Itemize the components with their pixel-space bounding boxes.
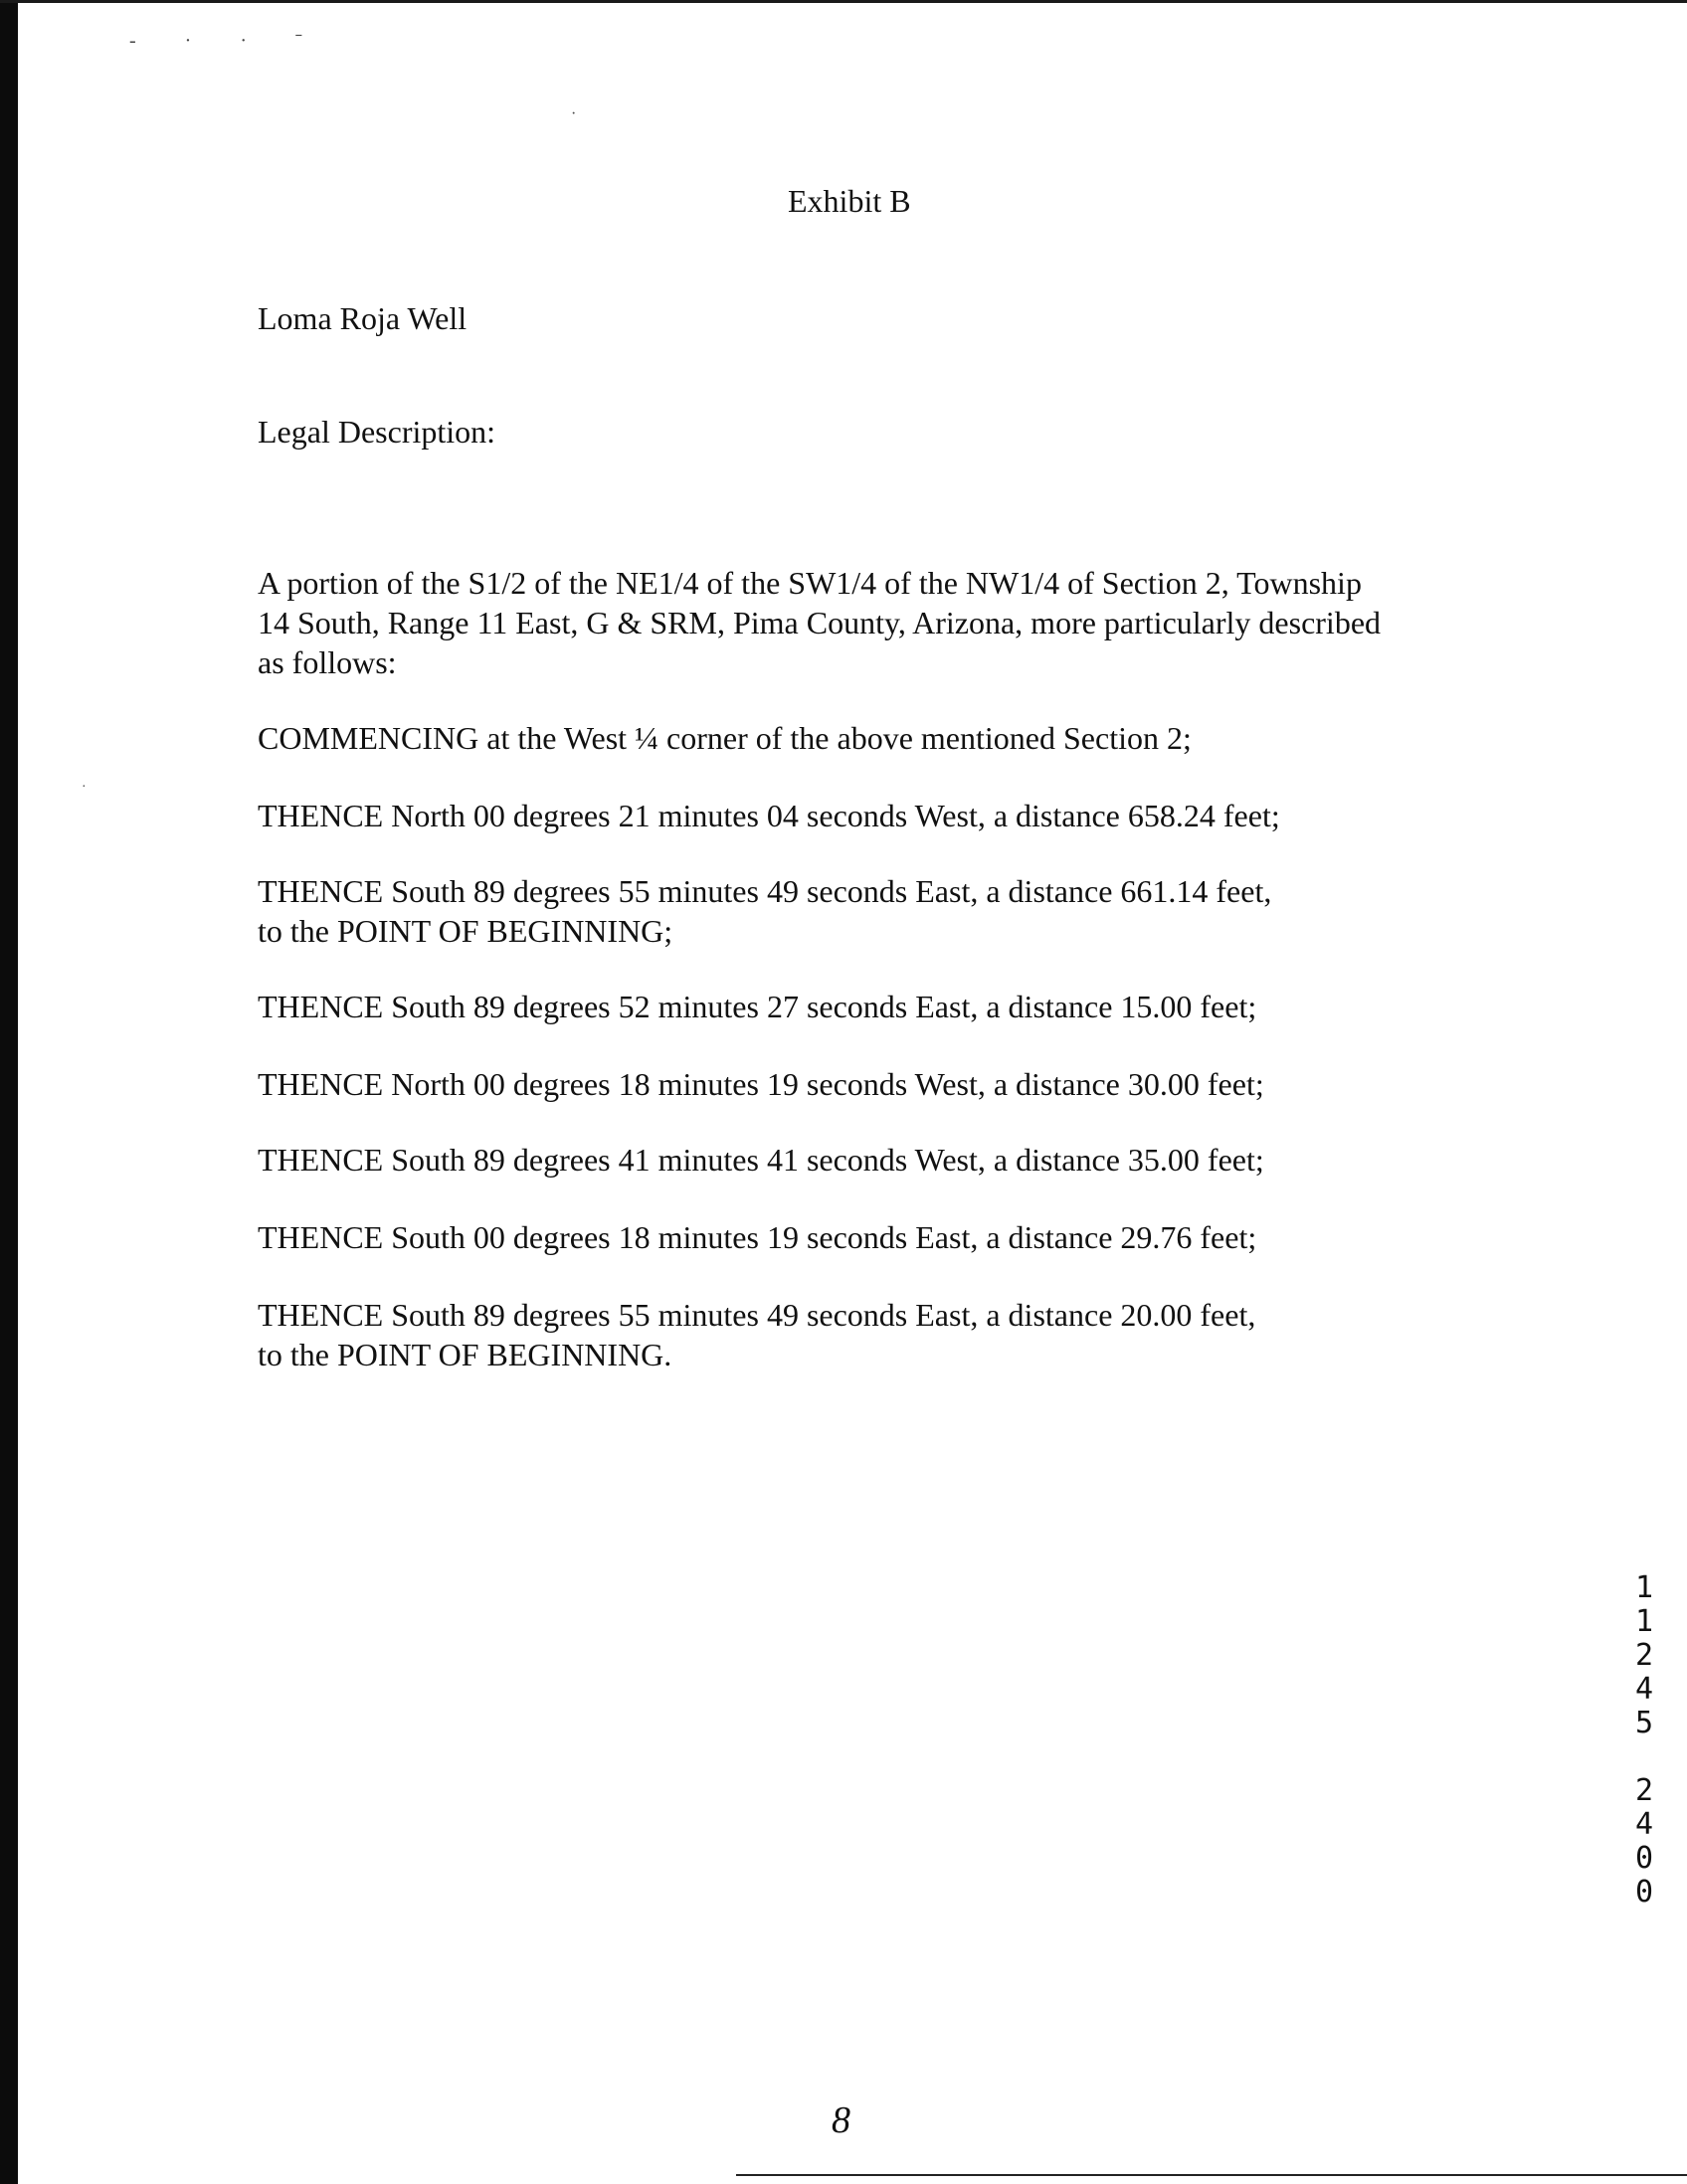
intro-line: A portion of the S1/2 of the NE1/4 of the SW1/4 of the NW1/4 of Section 2, Township [258, 565, 1362, 601]
page-number: 8 [832, 2099, 850, 2141]
stamp-digit: 1 [1634, 1604, 1654, 1639]
section-label: Legal Description: [258, 414, 496, 450]
stamp-digit: 2 [1634, 1773, 1654, 1808]
course-paragraph [258, 1140, 1264, 1180]
course-paragraph [258, 871, 1271, 951]
stamp-digit: 2 [1634, 1638, 1654, 1673]
commencing-paragraph [258, 718, 1192, 758]
scan-specks: - · · ˉ [129, 30, 324, 52]
recording-stamp [1629, 1571, 1659, 1910]
course-paragraph [258, 796, 1280, 835]
document-title: Exhibit B [788, 183, 911, 219]
course-paragraph [258, 1064, 1264, 1104]
course-paragraph [258, 1295, 1255, 1374]
paragraph-line: THENCE North 00 degrees 21 minutes 04 seconds West, a distance 658.24 feet; [258, 798, 1280, 833]
paragraph-line: to the POINT OF BEGINNING; [258, 913, 673, 949]
paragraph-line: THENCE South 89 degrees 41 minutes 41 seconds West, a distance 35.00 feet; [258, 1142, 1264, 1178]
paragraph-line: THENCE South 00 degrees 18 minutes 19 seconds East, a distance 29.76 feet; [258, 1219, 1257, 1255]
intro-paragraph [258, 563, 1451, 682]
stamp-digit: 1 [1634, 1570, 1654, 1605]
scan-speck: · [82, 780, 87, 795]
paragraph-line: COMMENCING at the West ¼ corner of the above mentioned Section 2; [258, 720, 1192, 756]
stamp-digit: 0 [1634, 1841, 1654, 1876]
paragraph-line: THENCE South 89 degrees 55 minutes 49 seconds East, a distance 661.14 feet, [258, 873, 1272, 909]
intro-line: 14 South, Range 11 East, G & SRM, Pima County, Arizona, more particularly described [258, 605, 1382, 640]
stamp-digit: 4 [1634, 1672, 1654, 1707]
course-paragraph [258, 1217, 1256, 1257]
intro-line: as follows: [258, 644, 397, 680]
scan-edge-bottom [736, 2174, 1687, 2176]
paragraph-line: THENCE North 00 degrees 18 minutes 19 seconds West, a distance 30.00 feet; [258, 1066, 1264, 1102]
stamp-digit: 4 [1634, 1807, 1654, 1842]
document-subtitle: Loma Roja Well [258, 300, 468, 336]
stamp-digit: 0 [1634, 1875, 1654, 1910]
scan-edge-left [0, 0, 18, 2184]
course-paragraph [258, 987, 1256, 1026]
stamp-digit: 5 [1634, 1706, 1654, 1740]
stamp-gap [1629, 1740, 1659, 1774]
paragraph-line: THENCE South 89 degrees 52 minutes 27 seconds East, a distance 15.00 feet; [258, 989, 1257, 1024]
scan-speck: · [571, 105, 577, 122]
scan-edge-top [0, 0, 1687, 3]
paragraph-line: THENCE South 89 degrees 55 minutes 49 seconds East, a distance 20.00 feet, [258, 1297, 1256, 1333]
paragraph-line: to the POINT OF BEGINNING. [258, 1337, 672, 1372]
